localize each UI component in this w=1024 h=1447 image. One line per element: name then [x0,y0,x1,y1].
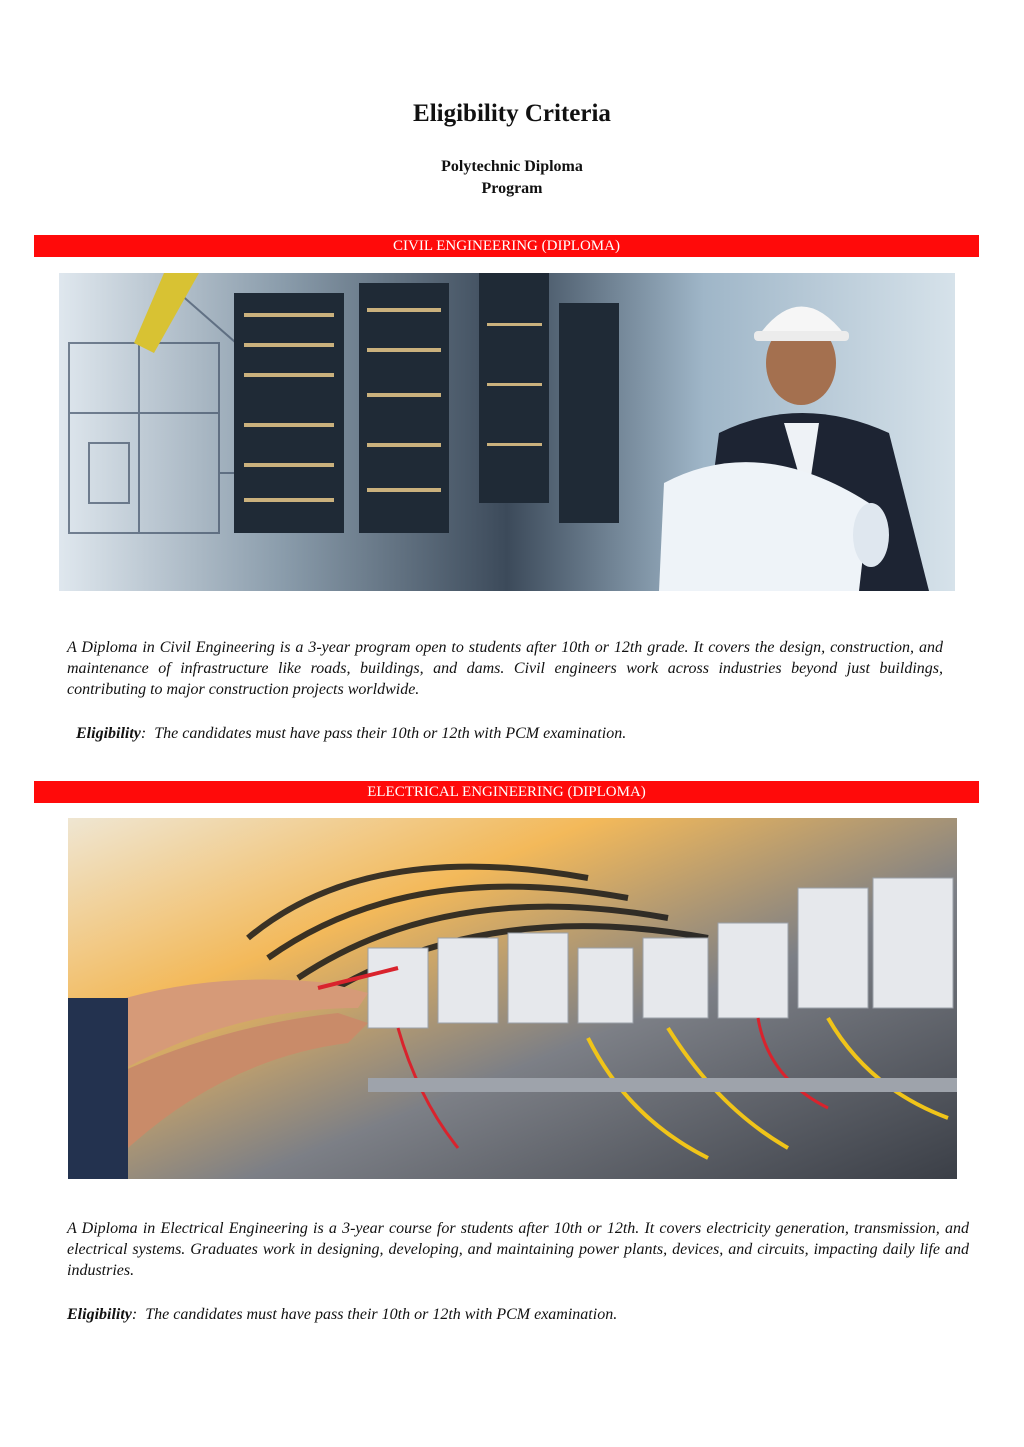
civil-eligibility-label: Eligibility [76,725,141,742]
electrical-eligibility-label: Eligibility [67,1306,132,1323]
page-title: Eligibility Criteria [413,100,611,127]
electrical-eligibility-text: The candidates must have pass their 10th or 12th with PCM examination. [145,1306,618,1323]
civil-eligibility: Eligibility: The candidates must have pass their 10th or 12th with PCM examination. [76,725,627,742]
civil-eligibility-text: The candidates must have pass their 10th or 12th with PCM examination. [154,725,627,742]
civil-section-banner: CIVIL ENGINEERING (DIPLOMA) [34,235,979,257]
civil-engineering-photo [59,273,955,591]
subtitle-line-1: Polytechnic Diploma [441,158,583,175]
electrical-engineering-photo [68,818,957,1179]
subtitle-line-2: Program [481,180,543,197]
electrical-section-banner: ELECTRICAL ENGINEERING (DIPLOMA) [34,781,979,803]
civil-description: A Diploma in Civil Engineering is a 3-year program open to students after 10th or 12th grade. It covers the design, construction, and maintenance of infrastructure like roads, buildings, and dams. Civil engineers work across industries beyond just buildings, contributing to major construction projects worldwide. [67,639,943,698]
electrical-eligibility: Eligibility: The candidates must have pass their 10th or 12th with PCM examination. [67,1306,618,1323]
page-subtitle [0,156,1024,200]
electrical-description: A Diploma in Electrical Engineering is a 3-year course for students after 10th or 12th. It covers electricity generation, transmission, and electrical systems. Graduates work in designing, developing, and maintaining power plants, devices, and circuits, impacting daily life and industries. [67,1220,969,1279]
